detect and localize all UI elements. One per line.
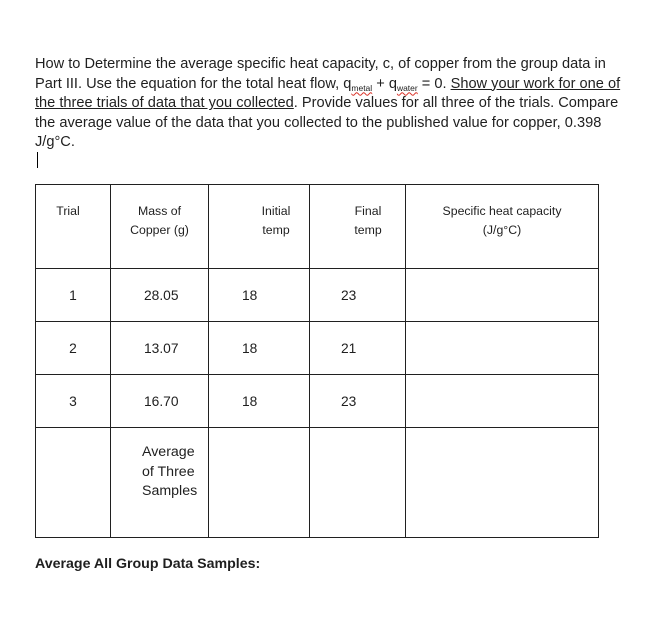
header-initial-temp-label: Initial temp <box>261 204 291 237</box>
header-trial[interactable] <box>36 185 111 269</box>
specific-heat-cell[interactable] <box>406 375 599 428</box>
specific-heat-cell[interactable] <box>406 269 599 322</box>
average-empty-cell[interactable] <box>36 428 111 538</box>
initial-temp-cell[interactable]: 18 <box>209 322 310 375</box>
average-label: Average of Three Samples <box>142 444 198 499</box>
instructions-plus: + q <box>372 75 397 92</box>
subscript-water: water <box>396 82 418 93</box>
mass-cell[interactable]: 28.05 <box>111 269 209 322</box>
text-cursor <box>37 152 38 168</box>
header-mass-label: Mass of Copper (g) <box>130 204 189 237</box>
average-final-cell[interactable] <box>310 428 406 538</box>
final-temp-cell[interactable]: 23 <box>310 269 406 322</box>
specific-heat-cell[interactable] <box>406 322 599 375</box>
mass-cell[interactable]: 16.70 <box>111 375 209 428</box>
average-initial-cell[interactable] <box>209 428 310 538</box>
header-final-temp[interactable] <box>310 185 406 269</box>
average-label-cell[interactable] <box>111 428 209 538</box>
header-trial-label: Trial <box>56 204 80 218</box>
trial-cell[interactable]: 2 <box>36 322 111 375</box>
average-specific-heat-cell[interactable] <box>406 428 599 538</box>
data-table <box>35 184 599 538</box>
header-specific-heat[interactable] <box>406 185 599 269</box>
trial-cell[interactable]: 3 <box>36 375 111 428</box>
header-initial-temp[interactable] <box>209 185 310 269</box>
initial-temp-cell[interactable]: 18 <box>209 375 310 428</box>
instructions-underlined: Show your work for one of the three trials of data that you collected <box>35 75 621 112</box>
table-row <box>36 322 599 375</box>
average-row <box>36 428 599 538</box>
mass-cell[interactable]: 13.07 <box>111 322 209 375</box>
final-temp-cell[interactable]: 23 <box>310 375 406 428</box>
header-specific-heat-label: Specific heat capacity (J/g°C) <box>442 204 562 237</box>
instructions-text-2: . Provide values for all three of the trials. Compare the average value of the data that you collected to the published value for copper, 0.398 J/g°C. <box>35 95 619 151</box>
instructions-text-1: How to Determine the average specific heat capacity, c, of copper from the group data in Part III. Use the equation for the total heat flow, q <box>35 56 606 92</box>
header-mass[interactable] <box>111 185 209 269</box>
trial-cell[interactable]: 1 <box>36 269 111 322</box>
header-final-temp-label: Final temp <box>354 204 382 237</box>
instructions-equals: = 0. <box>417 75 451 92</box>
final-temp-cell[interactable]: 21 <box>310 322 406 375</box>
table-row <box>36 269 599 322</box>
instructions-paragraph <box>35 55 635 153</box>
table-row <box>36 375 599 428</box>
initial-temp-cell[interactable]: 18 <box>209 269 310 322</box>
header-row <box>36 185 599 269</box>
subscript-metal: metal <box>351 82 373 93</box>
group-average-label: Average All Group Data Samples: <box>35 556 261 572</box>
